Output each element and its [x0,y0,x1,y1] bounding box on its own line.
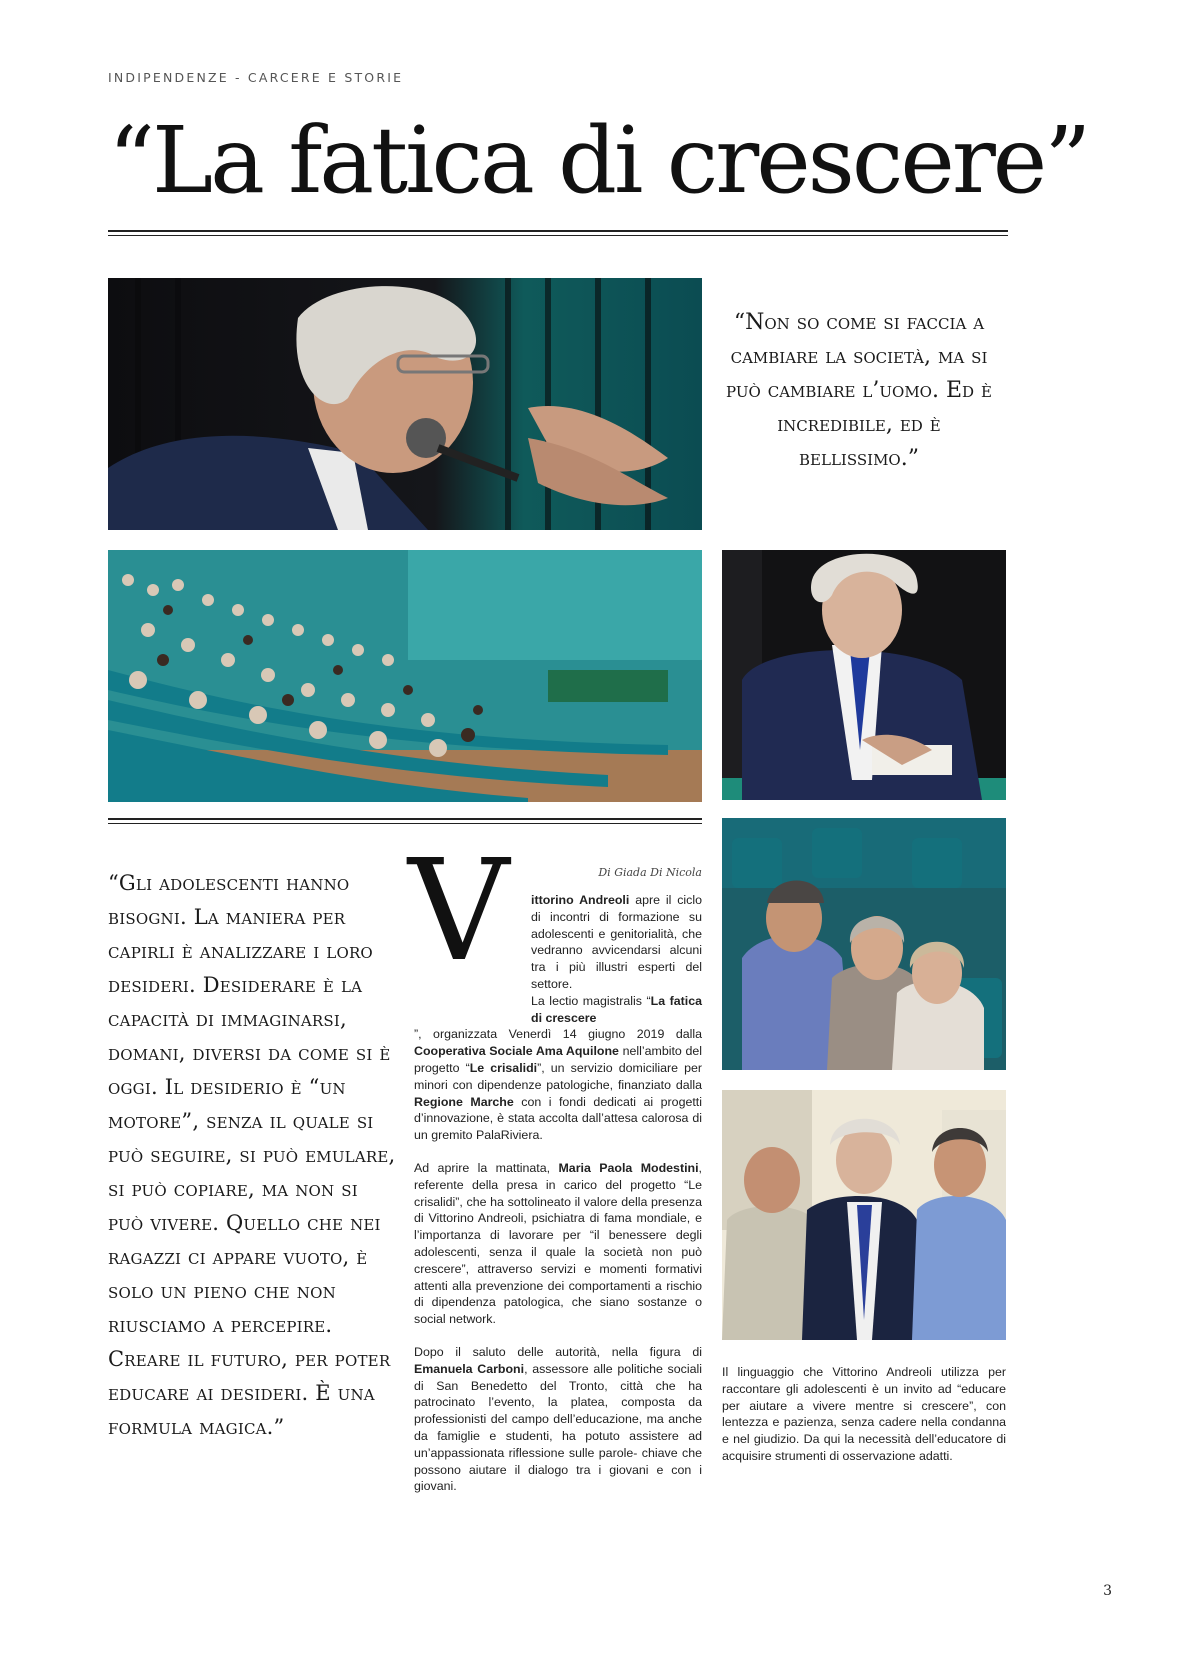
drop-cap: V [408,830,510,993]
p1-second-sentence-start [414,993,702,1027]
mid-rule-thin [108,823,702,824]
title-rule-thin [108,235,1008,236]
photo-author-signing [722,550,1006,800]
p2-b1: Maria Paola Modestini [558,1160,699,1175]
lead-name: ittorino Andreoli [531,893,630,907]
section-kicker: INDIPENDENZE - CARCERE E STORIE [108,70,404,85]
p1-b4: Regione Marche [414,1094,514,1109]
p3-text1: Dopo il saluto delle autorità, nella figura di [414,1344,702,1359]
article-column-right [722,1364,1006,1481]
pull-quote-top: “Non so come si faccia a cambiare la società, ma si può cambiare l’uomo. Ed è incredibile, ed è bellissimo.” [725,310,992,471]
p1-text1: apre il ciclo di incontri di formazione su adolescenti e genitorialità, che vedranno avvicendarsi alcuni tra i più illustri esperti del settore. [531,893,703,991]
p1-text3: ”, organizzata Venerdì 14 giugno 2019 dalla [414,1027,702,1042]
p3-text2: , assessore alle politiche sociali di San Benedetto del Tronto, città che ha patrocinato l’evento, la platea, composta da professionisti del campo dell’educazione, ma anche da famiglie e studenti, ha potuto assistere ad un’appassionata riflessione sulle parole- chiave che possono aiutare il dialogo tra i giovani e con i giovani. [414,1361,702,1494]
drop-cap-lead [414,892,702,993]
p1-text2: La lectio magistralis “ [531,993,651,1008]
article-column-middle [414,892,702,1511]
photo-group-portrait [722,1090,1006,1340]
page-number: 3 [1103,1583,1112,1599]
photo-audience-hall [108,550,702,802]
p2-text2: , referente della presa in carico del progetto “Le crisalidi”, che ha sottolineato il valore della presenza di Vittorino Andreoli, psichiatra di fama mondiale, e l’importanza di lavorare per “il benessere degli adolescenti, senza il quale la società non può crescere”, attraverso servizi e momenti formativi attenti alla prevenzione dei comportamenti a rischio di dipendenza patologica, che siano sostanze o social network. [414,1160,702,1327]
p1-b2: Cooperativa Sociale Ama Aquilone [414,1044,619,1059]
paragraph-1 [414,892,702,1144]
photo-audience-listening [722,818,1006,1070]
photo-speaker-microphone [108,278,702,530]
pull-quote-left: “Gli adolescenti hanno bisogni. La maniera per capirli è analizzare i loro desideri. Desiderare è la capacità di immaginarsi, domani, diversi da come si è oggi. Il desiderio è “un motore”, senza il quale si può seguire, si può emulare, si può copiare, ma non si può vivere. Quello che nei ragazzi ci appare vuoto, è solo un pieno che non riusciamo a percepire. Creare il futuro, per poter educare ai desideri. È una formula magica.” [108,871,396,1439]
p1-text4: nell’ambito del progetto “ [414,1044,703,1075]
p2-text1: Ad aprire la mattinata, [414,1160,559,1175]
paragraph-2 [414,1160,702,1328]
p1-text5: ”, un servizio domiciliare per minori con dipendenze patologiche, finanziato dalla [414,1060,702,1092]
mid-rule-thick [108,818,702,820]
p1-b1: La fatica di crescere [531,993,702,1025]
paragraph-3 [414,1344,702,1495]
paragraph-4: Il linguaggio che Vittorino Andreoli utilizza per raccontare gli adolescenti è un invito ad “educare per aiutare a vivere mentre si crescere”, con lentezza e pazienza, senza cadere nella condanna e nel giudizio. Da qui la necessità dell’educatore di acquisire strumenti di osservazione adatti. [722,1365,1006,1463]
p1-b3: Le crisalidi [469,1060,538,1075]
p3-b1: Emanuela Carboni [414,1361,525,1376]
article-byline: Di Giada Di Nicola [598,866,702,879]
p1-text6: con i fondi dedicati ai progetti d’innovazione, è stata accolta dall’attesa calorosa di un gremito PalaRiviera. [414,1094,702,1143]
title-rule-thick [108,230,1008,232]
page-title: “La fatica di crescere” [108,107,1089,214]
